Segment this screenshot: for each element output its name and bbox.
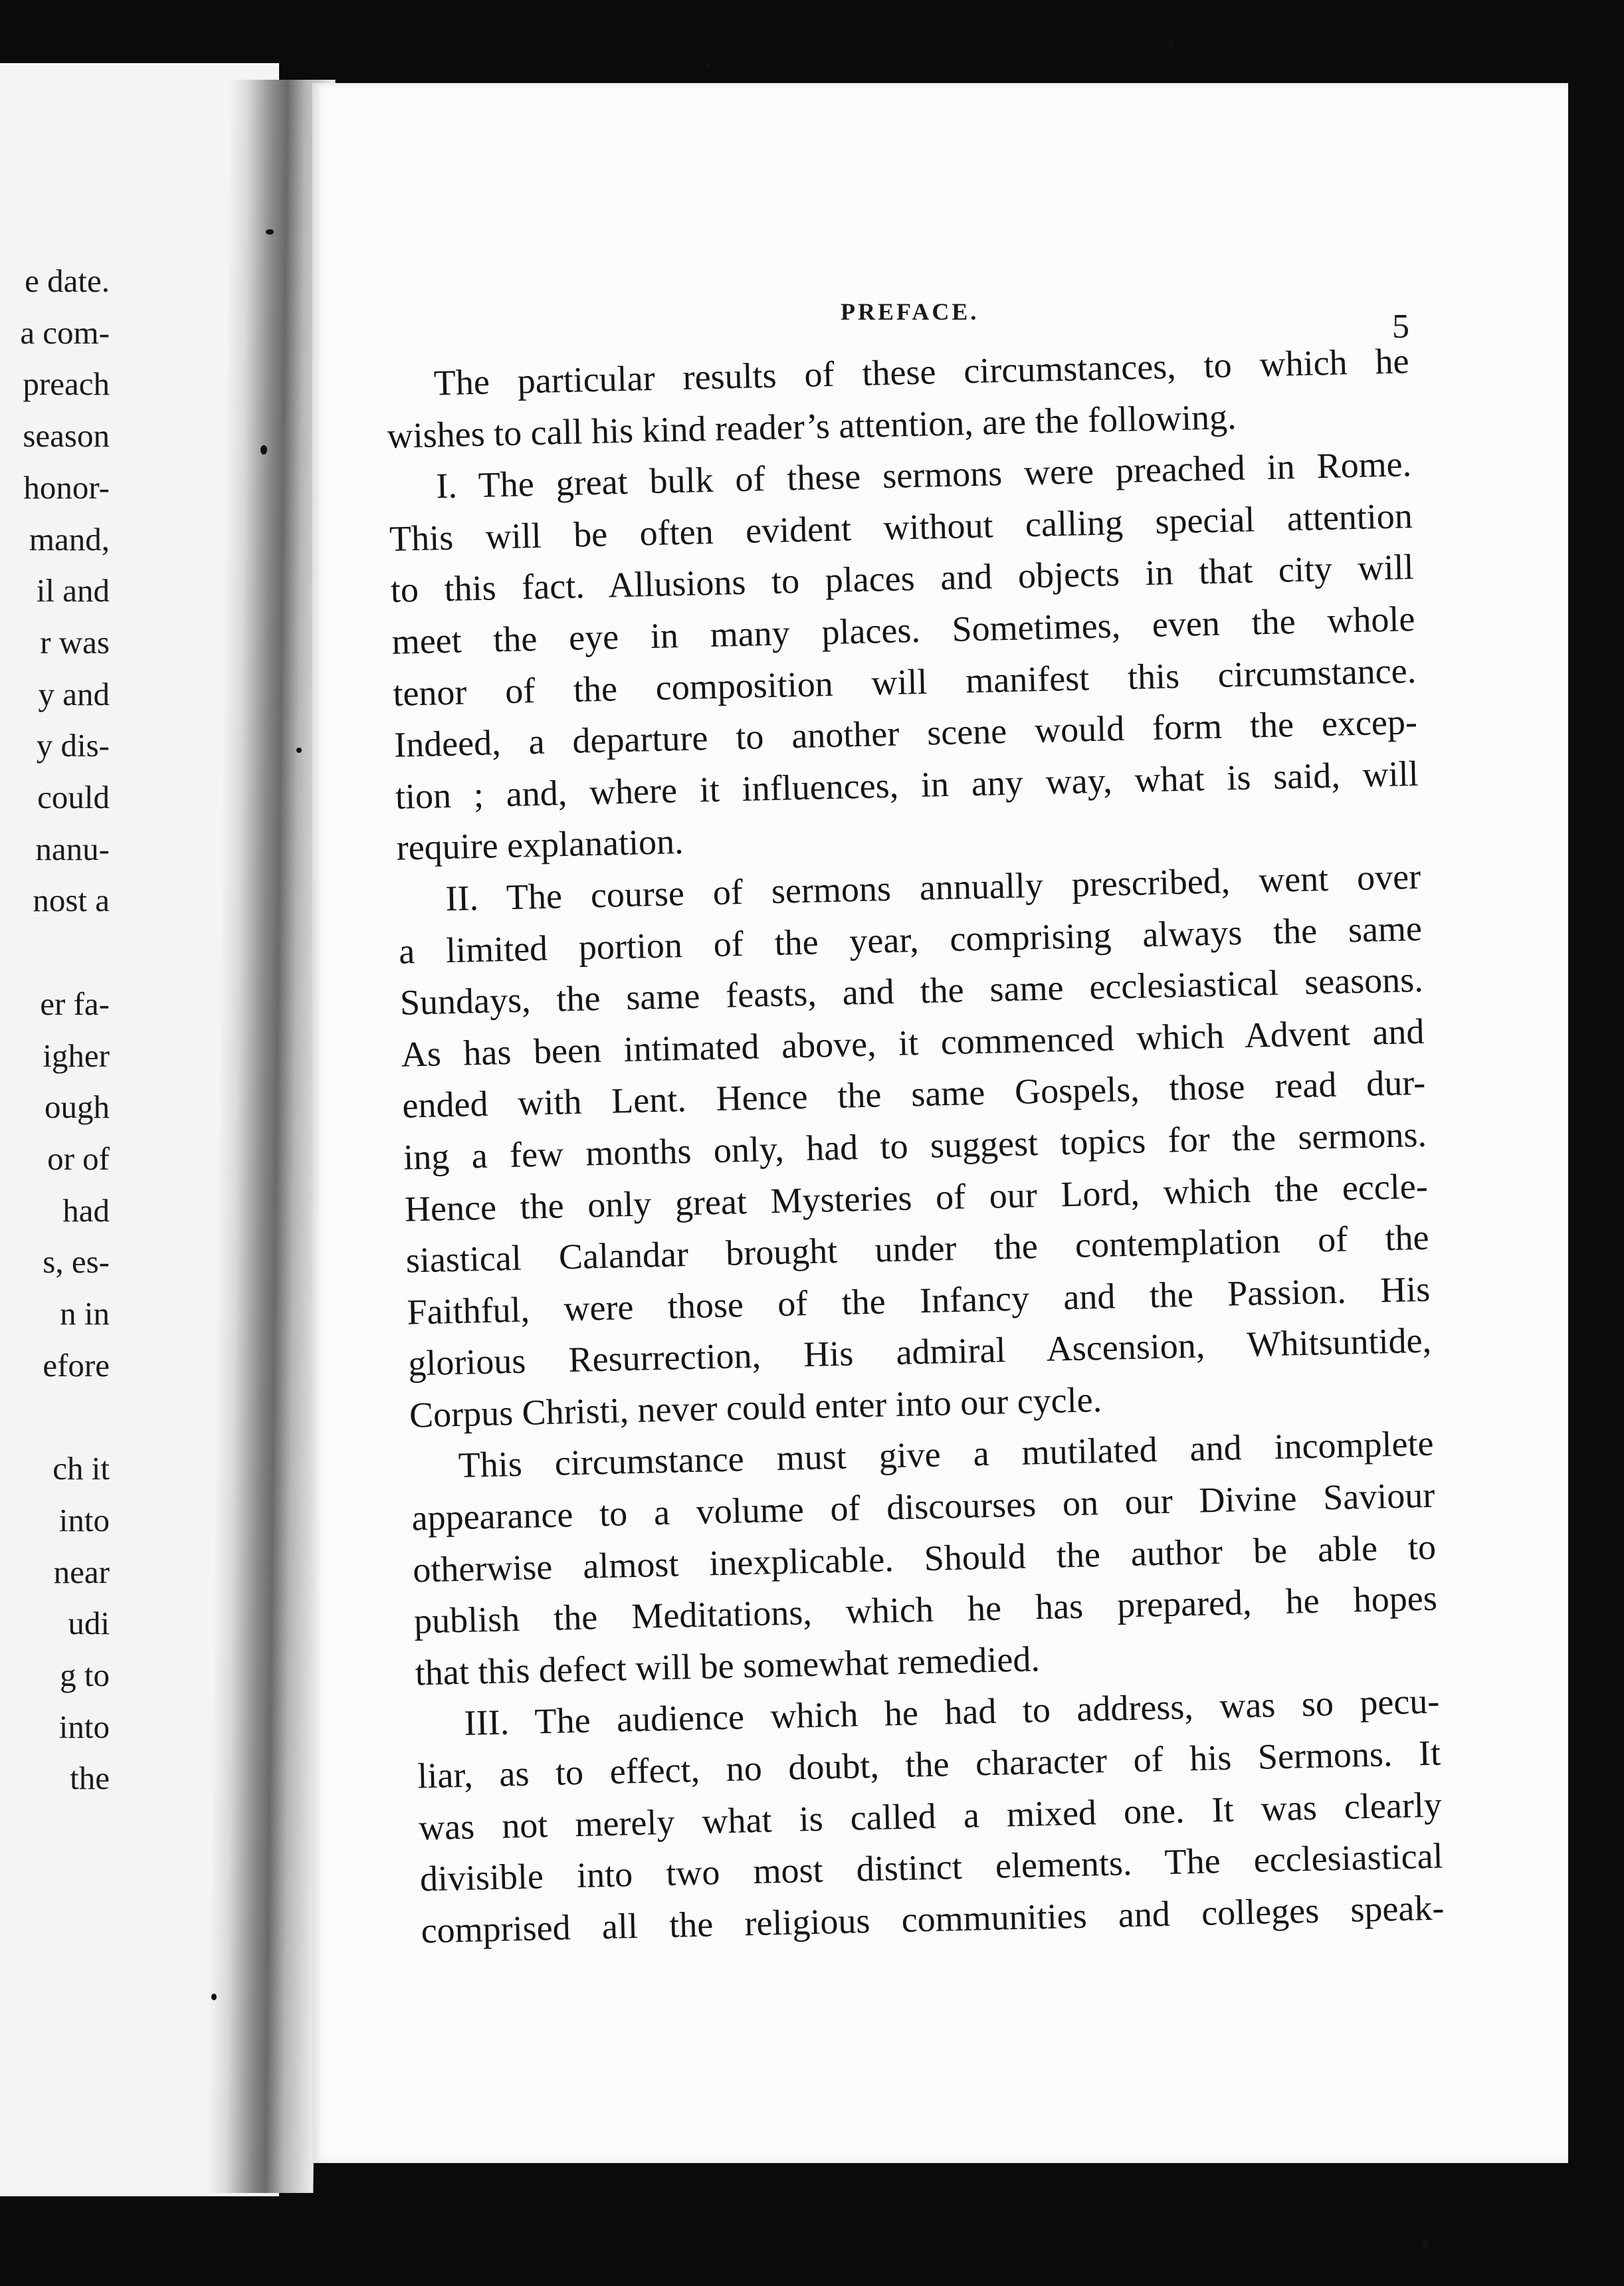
preface-text-line: that this defect will be somewhat remedied. xyxy=(415,1639,1041,1693)
preface-text-line: As has been intimated above, it commenced which Advent and xyxy=(401,1011,1425,1075)
preface-text-line: otherwise almost inexplicable. Should the author be able to xyxy=(412,1526,1437,1590)
preface-text-line: Corpus Christi, never could enter into our cycle. xyxy=(409,1379,1102,1435)
left-page-line: mand, xyxy=(29,520,110,558)
preface-text-line: II. The course of sermons annually prescribed, went over xyxy=(445,856,1421,919)
left-page-line: n in xyxy=(60,1295,110,1332)
preface-text-line: This circumstance must give a mutilated and incomplete xyxy=(458,1423,1435,1486)
preface-text-line: meet the eye in many places. Sometimes, even the whole xyxy=(391,598,1415,662)
scan-speck xyxy=(296,748,302,753)
scan-speck xyxy=(266,229,274,235)
scan-speck xyxy=(1422,2239,1429,2249)
preface-text-line: was not merely what is called a mixed one. It was clearly xyxy=(418,1784,1443,1848)
preface-text-line: to this fact. Allusions to places and objects in that city will xyxy=(390,547,1415,611)
preface-text-line: III. The audience which he had to address, was so pecu- xyxy=(463,1681,1440,1744)
preface-text-line: wishes to call his kind reader’s attention, are the following. xyxy=(386,396,1237,456)
left-page-line: could xyxy=(37,779,110,815)
left-page-line: the xyxy=(70,1760,110,1797)
left-page-line: igher xyxy=(43,1037,110,1074)
preface-text-line: glorious Resurrection, His admiral Ascension, Whitsuntide, xyxy=(407,1320,1432,1384)
left-page-line: efore xyxy=(43,1346,110,1384)
preface-text-line: tenor of the composition will manifest this circumstance. xyxy=(392,650,1417,714)
scan-speck xyxy=(211,1994,217,2000)
left-page-line: r was xyxy=(40,623,110,661)
left-page-line: preach xyxy=(23,365,110,403)
left-page-line: had xyxy=(62,1192,110,1229)
left-page-line: s, es- xyxy=(43,1243,110,1281)
preface-text-line: Hence the only great Mysteries of our Lord, which the eccle- xyxy=(404,1166,1429,1229)
preface-text-line: This will be often evident without calling special attention xyxy=(389,495,1413,559)
preface-text-line: comprised all the religious communities and colleges speak- xyxy=(420,1887,1445,1951)
preface-text-block xyxy=(385,336,1445,1957)
preface-text-line: require explanation. xyxy=(396,821,684,869)
scan-speck xyxy=(1168,39,1175,48)
left-page-line: nost a xyxy=(33,882,110,919)
left-page-line: udi xyxy=(68,1605,110,1642)
left-page-line: ough xyxy=(45,1089,110,1126)
preface-text-line: divisible into two most distinct elements. The ecclesiastical xyxy=(419,1835,1444,1899)
preface-text-line: publish the Meditations, which he has prepared, he hopes xyxy=(413,1578,1438,1641)
left-page-line: into xyxy=(58,1708,110,1745)
scan-speck xyxy=(260,445,267,455)
preface-text-line: The particular results of these circumstances, to which he xyxy=(433,341,1410,403)
running-head: PREFACE. xyxy=(841,298,979,325)
left-page-line: il and xyxy=(36,572,110,609)
preface-text-line: liar, as to effect, no doubt, the character of his Sermons. It xyxy=(417,1732,1441,1796)
page-number: 5 xyxy=(1392,308,1409,346)
left-page-line: near xyxy=(53,1553,110,1590)
left-page-line: honor- xyxy=(23,468,110,506)
preface-text-line: ing a few months only, had to suggest topics for the sermons. xyxy=(403,1114,1427,1178)
left-page-line: g to xyxy=(60,1656,110,1693)
left-page-line: a com- xyxy=(20,314,110,351)
preface-text-line: appearance to a volume of discourses on our Divine Saviour xyxy=(411,1475,1435,1538)
preface-text-line: Indeed, a departure to another scene would form the excep- xyxy=(393,702,1418,765)
preface-text-line: I. The great bulk of these sermons were preached in Rome. xyxy=(435,444,1412,506)
left-page-line: season xyxy=(23,417,110,455)
preface-text-line: ended with Lent. Hence the same Gospels, those read dur- xyxy=(401,1063,1426,1126)
scan-speck xyxy=(706,64,710,68)
left-page-line: or of xyxy=(47,1140,110,1177)
left-page-line: y and xyxy=(38,675,110,712)
preface-text-line: tion ; and, where it influences, in any way, what is said, will xyxy=(395,753,1419,817)
left-page-line: er fa- xyxy=(40,985,110,1022)
preface-text-line: Sundays, the same feasts, and the same ecclesiastical seasons. xyxy=(399,959,1424,1023)
left-page-line: nanu- xyxy=(35,830,110,867)
left-page-line: y dis- xyxy=(36,727,110,764)
preface-text-line: a limited portion of the year, comprising always the same xyxy=(398,908,1423,972)
preface-text-line: siastical Calandar brought under the contemplation of the xyxy=(405,1217,1430,1281)
left-page-line: e date. xyxy=(25,262,110,299)
preface-text-line: Faithful, were those of the Infancy and the Passion. His xyxy=(406,1269,1431,1332)
left-page-line: ch it xyxy=(52,1450,110,1487)
left-page-line: into xyxy=(58,1501,110,1538)
